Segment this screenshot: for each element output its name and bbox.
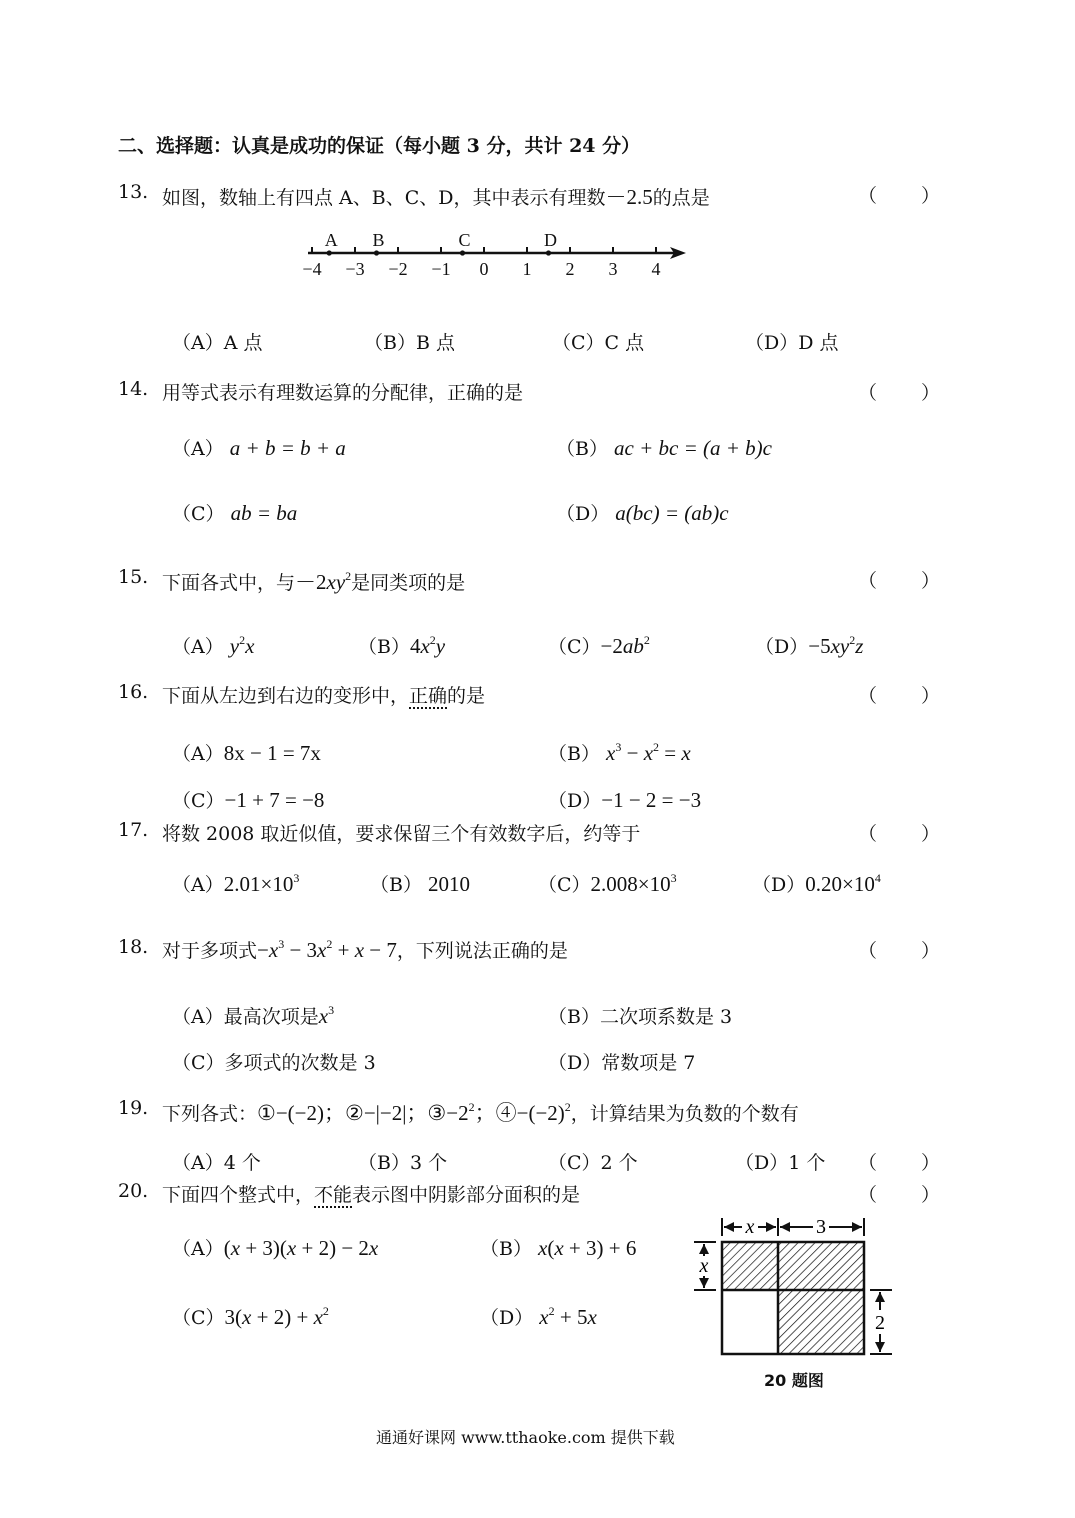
option-b[interactable]: （B）B 点 (364, 332, 455, 354)
question-number: 20. (118, 1180, 149, 1202)
option-d[interactable]: （D）1 个 (735, 1152, 826, 1174)
option-d[interactable]: $(D)0.20\times 10^4$ (752, 871, 881, 896)
option-d[interactable]: （D） a(bc) = (ab)c (556, 501, 729, 525)
option-a[interactable]: （A）(x + 3)(x + 2) − 2x (172, 1236, 379, 1260)
question-number: 19. (118, 1097, 149, 1119)
area-figure (686, 1210, 898, 1360)
tick-label: 2 (565, 259, 575, 279)
question-text: 下面四个整式中，不能表示图中阴影部分面积的是 (162, 1184, 581, 1206)
tick-label: 1 (522, 259, 532, 279)
tick-label: −2 (388, 259, 408, 279)
tick-label: −1 (431, 259, 451, 279)
point-label-c: C (458, 230, 471, 250)
question-number: 13. (118, 181, 149, 203)
option-d[interactable]: （D）−1 − 2 = −3 (548, 788, 702, 812)
tick-label: −4 (302, 259, 322, 279)
option-c[interactable]: （C）2 个 (548, 1152, 638, 1174)
option-b[interactable]: $(B)4x^2y$ (358, 633, 446, 658)
question-text: 用等式表示有理数运算的分配律，正确的是 (162, 382, 524, 404)
point-b (374, 250, 379, 255)
question-number: 15. (118, 566, 149, 588)
footer-text: 通通好课网 www.tthaoke.com 提供下载 (376, 1428, 675, 1447)
shaded-region-top-right (778, 1242, 864, 1290)
option-b[interactable]: （B） ac + bc = (a + b)c (556, 436, 772, 460)
option-b[interactable]: （B） 2010 (370, 872, 471, 896)
option-a[interactable]: $(A)2.01\times 10^3$ (172, 871, 300, 896)
shaded-region-bottom-right (778, 1290, 864, 1354)
point-label-a: A (324, 230, 338, 250)
option-a[interactable]: （A）最高次项是$x^3$ (172, 1003, 335, 1028)
option-a[interactable]: （A）A 点 (172, 332, 263, 354)
option-d[interactable]: （D）常数项是 7 (548, 1052, 696, 1074)
option-b[interactable]: （B） x(x + 3) + 6 (480, 1236, 637, 1260)
point-c (460, 250, 465, 255)
option-c[interactable]: $(C)2.008\times 10^3$ (538, 871, 677, 896)
section-title: 二、选择题：认真是成功的保证（每小题 3 分，共计 24 分） (118, 135, 641, 157)
question-text: 对于多项式$-x^3 - 3x^2 + x - 7$，下列说法正确的是 (162, 937, 568, 962)
number-line (280, 225, 700, 285)
answer-bracket: （ ） (858, 1152, 943, 1174)
question-text: 下面从左边到右边的变形中，正确的是 (162, 685, 486, 707)
answer-bracket: （ ） (858, 570, 943, 592)
option-a[interactable]: （A） a + b = b + a (172, 436, 346, 460)
label-x-top: x (745, 1216, 755, 1238)
question-text: 下面各式中，与$-2xy^2$是同类项的是 (162, 569, 466, 594)
question-number: 14. (118, 378, 149, 400)
option-a[interactable]: （A）4 个 (172, 1152, 261, 1174)
answer-bracket: （ ） (858, 1184, 943, 1206)
answer-bracket: （ ） (858, 685, 943, 707)
label-x-left: x (699, 1255, 709, 1277)
tick-label: −3 (345, 259, 365, 279)
option-c[interactable]: （C）−1 + 7 = −8 (172, 788, 325, 812)
tick-label: 4 (651, 259, 661, 279)
question-number: 18. (118, 936, 149, 958)
question-number: 17. (118, 819, 149, 841)
option-d[interactable]: $(D)-5xy^2z$ (755, 633, 864, 658)
question-text: 下列各式：①−(−2)；②−|−2|；$③-2^2$；$④-(-2)^2$，计算结果为负数的个数有 (162, 1100, 799, 1125)
option-d[interactable]: （D）D 点 (745, 332, 839, 354)
option-b[interactable]: （B） $x^3 - x^2 = x$ (548, 740, 691, 765)
option-a[interactable]: （A） $y^2x$ (172, 633, 255, 658)
question-number: 16. (118, 681, 149, 703)
label-2: 2 (875, 1312, 885, 1334)
point-label-d: D (544, 230, 557, 250)
question-text: 如图，数轴上有四点 A、B、C、D，其中表示有理数－2.5的点是 (162, 185, 710, 209)
option-c[interactable]: （C） ab = ba (172, 501, 298, 525)
point-d (546, 250, 551, 255)
figure-caption: 20 题图 (764, 1371, 824, 1390)
option-a[interactable]: （A）8x − 1 = 7x (172, 741, 321, 765)
option-b[interactable]: （B）二次项系数是 3 (548, 1006, 733, 1028)
question-text: 将数 2008 取近似值，要求保留三个有效数字后，约等于 (162, 823, 641, 845)
label-3: 3 (816, 1216, 826, 1238)
answer-bracket: （ ） (858, 185, 943, 207)
tick-label: 0 (479, 259, 489, 279)
answer-bracket: （ ） (858, 823, 943, 845)
point-a (327, 250, 332, 255)
option-c[interactable]: $(C)-2ab^2$ (548, 633, 650, 658)
option-c[interactable]: （C）C 点 (552, 332, 645, 354)
point-label-b: B (372, 230, 385, 250)
shaded-region-top-left (722, 1242, 778, 1290)
option-d[interactable]: （D） $x^2 + 5x$ (480, 1304, 597, 1329)
answer-bracket: （ ） (858, 382, 943, 404)
answer-bracket: （ ） (858, 940, 943, 962)
option-c[interactable]: $(C)3(x + 2) + x^2$ (172, 1304, 329, 1329)
option-c[interactable]: （C）多项式的次数是 3 (172, 1052, 376, 1074)
option-b[interactable]: （B）3 个 (358, 1152, 448, 1174)
tick-label: 3 (608, 259, 618, 279)
